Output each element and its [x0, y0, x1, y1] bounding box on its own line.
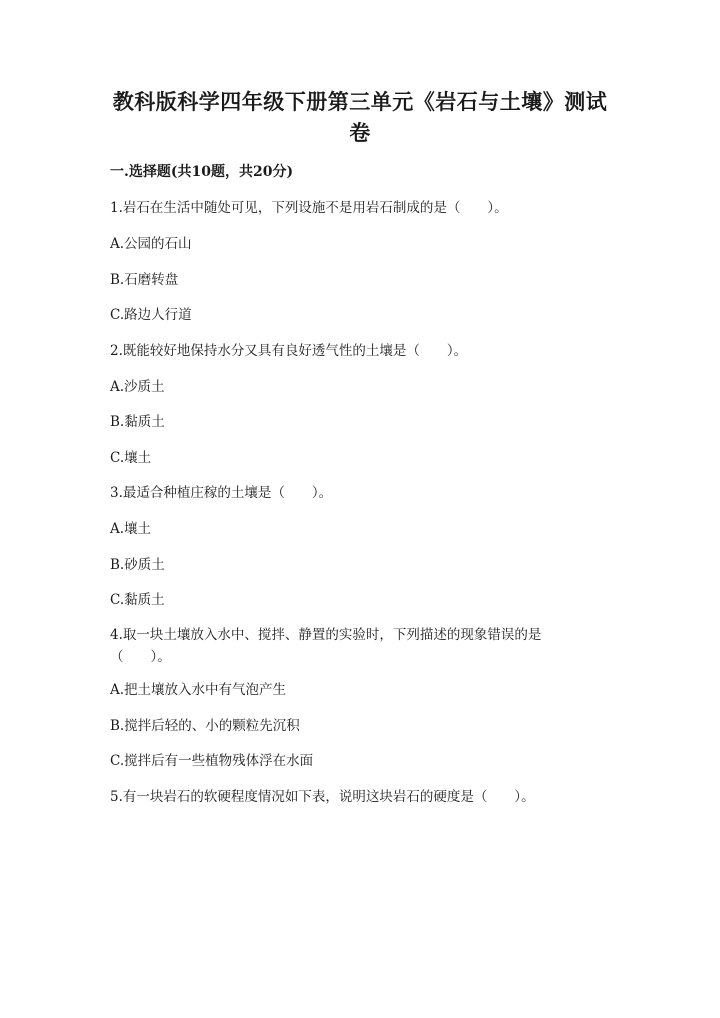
- question-1-option-a: A.公园的石山: [110, 236, 192, 252]
- question-5-stem: 5.有一块岩石的软硬程度情况如下表，说明这块岩石的硬度是（ ）。: [110, 789, 535, 805]
- question-1-option-b: B.石磨转盘: [110, 272, 179, 288]
- question-4-stem: 4.取一块土壤放入水中、搅拌、静置的实验时，下列描述的现象错误的是（ ）。: [110, 627, 542, 665]
- section-heading: 一.选择题(共10题，共20分): [110, 164, 294, 180]
- question-2-option-c: C.壤土: [110, 450, 152, 466]
- question-2-option-b: B.黏质土: [110, 414, 165, 430]
- question-3-option-b: B.砂质土: [110, 557, 165, 573]
- question-3-stem: 3.最适合种植庄稼的土壤是（ ）。: [110, 485, 333, 501]
- question-4-option-c: C.搅拌后有一些植物残体浮在水面: [110, 753, 314, 769]
- question-4-option-a: A.把土壤放入水中有气泡产生: [110, 682, 287, 698]
- question-1-option-c: C.路边人行道: [110, 307, 192, 323]
- question-2-stem: 2.既能较好地保持水分又具有良好透气性的土壤是（ ）。: [110, 343, 468, 359]
- question-4-option-b: B.搅拌后轻的、小的颗粒先沉积: [110, 718, 300, 734]
- question-3-option-a: A.壤土: [110, 521, 152, 537]
- question-3-option-c: C.黏质土: [110, 592, 165, 608]
- question-2-option-a: A.沙质土: [110, 379, 165, 395]
- question-1-stem: 1.岩石在生活中随处可见，下列设施不是用岩石制成的是（ ）。: [110, 200, 508, 216]
- exam-title: 教科版科学四年级下册第三单元《岩石与土壤》测试卷: [112, 89, 608, 145]
